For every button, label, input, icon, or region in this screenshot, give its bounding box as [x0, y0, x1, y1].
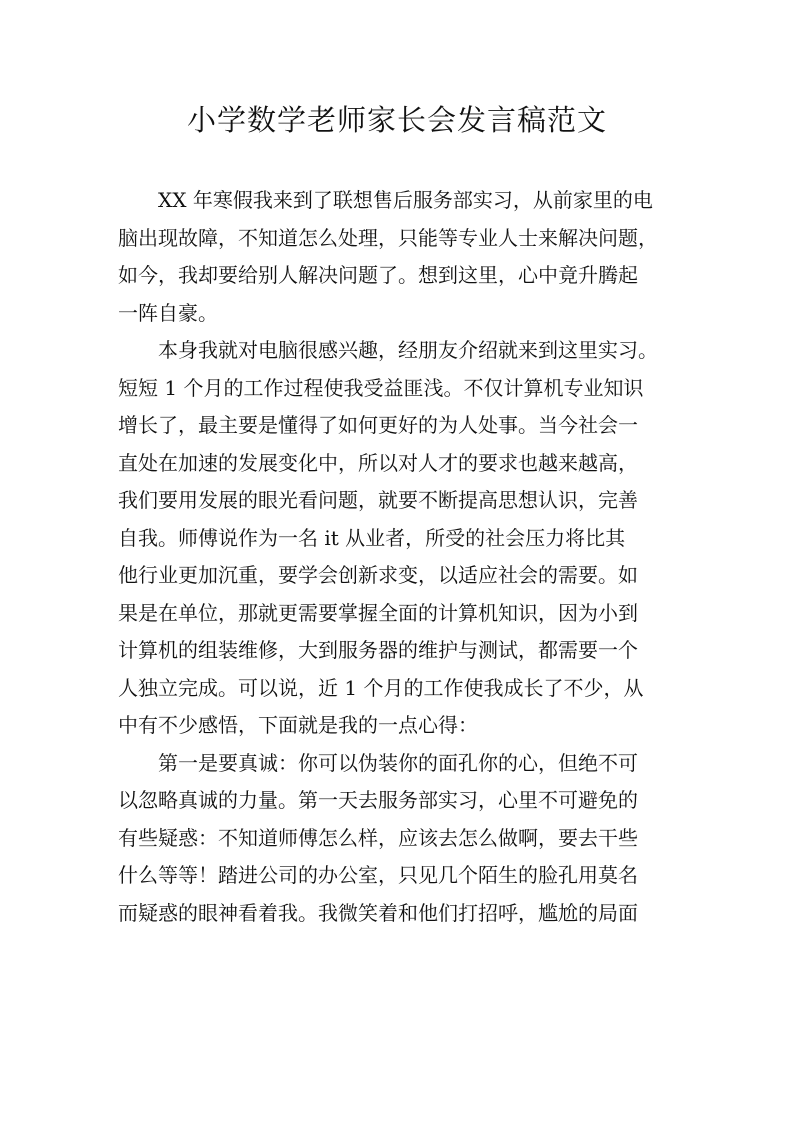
text-line: 增长了，最主要是懂得了如何更好的为人处事。当今社会一: [118, 413, 638, 437]
text-line: 本身我就对电脑很感兴趣，经朋友介绍就来到这里实习。: [118, 338, 658, 362]
text-line: 如今，我却要给别人解决问题了。想到这里，心中竟升腾起: [118, 263, 638, 287]
text-line: XX 年寒假我来到了联想售后服务部实习，从前家里的电: [118, 188, 653, 212]
document-body: [118, 182, 676, 932]
text-line: 有些疑惑：不知道师傅怎么样，应该去怎么做啊，要去干些: [118, 825, 638, 850]
text-line: 一阵自豪。: [118, 300, 218, 325]
document-title: 小学数学老师家长会发言稿范文: [186, 103, 607, 137]
text-line: 人独立完成。可以说，近 1 个月的工作使我成长了不少，从: [118, 675, 644, 700]
text-line: 果是在单位，那就更需要掌握全面的计算机知识，因为小到: [118, 600, 638, 625]
text-line: 直处在加速的发展变化中，所以对人才的要求也越来越高，: [118, 450, 638, 475]
text-line: 短短 1 个月的工作过程使我受益匪浅。不仅计算机专业知识: [118, 375, 644, 400]
text-line: 而疑惑的眼神看着我。我微笑着和他们打招呼，尴尬的局面: [118, 900, 638, 925]
text-line: 脑出现故障，不知道怎么处理，只能等专业人士来解决问题，: [118, 225, 658, 250]
text-line: 以忽略真诚的力量。第一天去服务部实习，心里不可避免的: [118, 788, 638, 812]
text-line: 中有不少感悟，下面就是我的一点心得：: [118, 713, 478, 737]
text-line: 第一是要真诚：你可以伪装你的面孔你的心，但绝不可: [118, 750, 638, 775]
text-line: 他行业更加沉重，要学会创新求变，以适应社会的需要。如: [118, 563, 638, 587]
text-line: 计算机的组装维修，大到服务器的维护与测试，都需要一个: [118, 638, 638, 662]
text-line: 我们要用发展的眼光看问题，就要不断提高思想认识，完善: [118, 488, 638, 512]
text-line: 自我。师傅说作为一名 it 从业者，所受的社会压力将比其: [118, 525, 626, 550]
text-line: 什么等等！踏进公司的办公室，只见几个陌生的脸孔用莫名: [118, 863, 638, 887]
